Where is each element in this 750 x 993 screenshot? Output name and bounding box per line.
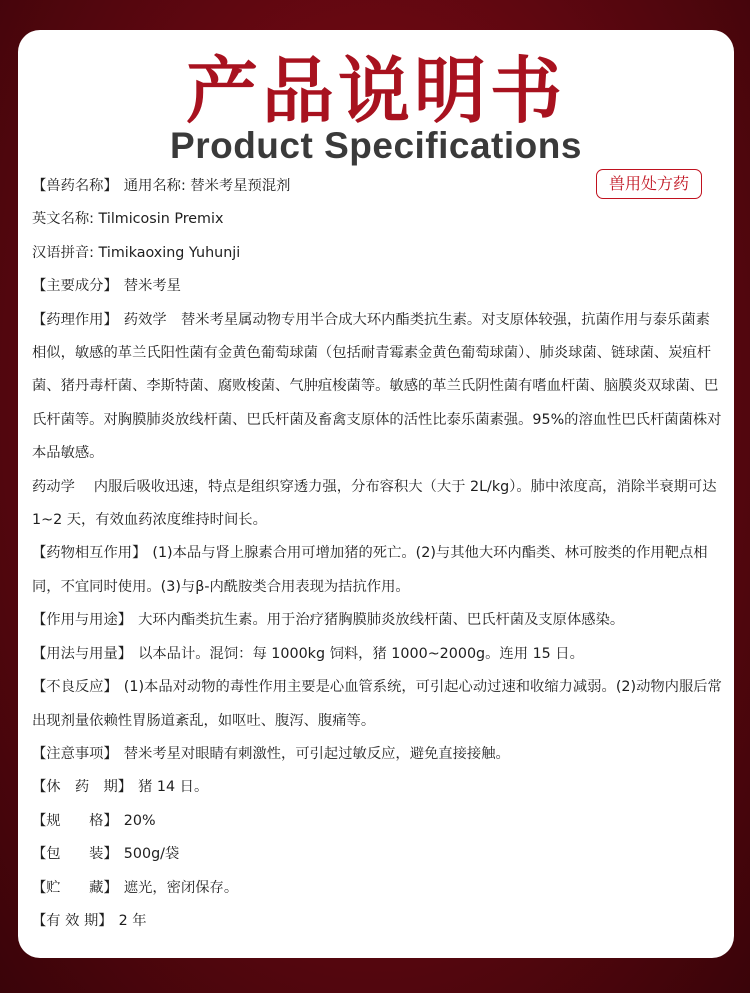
spec-item-specification: [32, 805, 722, 838]
spec-label: 【兽药名称】: [32, 178, 118, 194]
spec-item-pharmacokinetics: [32, 471, 722, 538]
spec-text: 药动学 内服后吸收迅速，特点是组织穿透力强，分布容积大（大于 2L/kg）。肺中浓度高，消除半衰期可达 1~2 天，有效血药浓度维持时间长。: [32, 478, 717, 529]
spec-item-shelf-life: [32, 905, 722, 938]
spec-item-indications: [32, 604, 722, 637]
spec-label: 【贮 藏】: [32, 879, 118, 896]
spec-item-package: [32, 838, 722, 871]
spec-text: 大环内酯类抗生素。用于治疗猪胸膜肺炎放线杆菌、巴氏杆菌及支原体感染。: [138, 612, 625, 629]
spec-text: 猪 14 日。: [138, 779, 209, 796]
spec-label: 【药理作用】: [32, 311, 118, 328]
spec-text: 药效学 替米考星属动物专用半合成大环内酯类抗生素。对支原体较强，抗菌作用与泰乐菌素相似，敏感的革兰氏阳性菌有金黄色葡萄球菌（包括耐青霉素金黄色葡萄球菌）、肺炎球菌、链球菌、炭疽杆菌、猪丹毒杆菌、李斯特菌、腐败梭菌、气肿疽梭菌等。敏感的革兰氏阴性菌有嗜血杆菌、脑膜炎双球菌、巴氏杆菌等。对胸膜肺炎放线杆菌、巴氏杆菌及畜禽支原体的活性比泰乐菌素强。95%的溶血性巴氏杆菌菌株对本品敏感。: [32, 311, 722, 462]
spec-item-ingredient: [32, 270, 722, 303]
spec-item-adverse-reactions: [32, 671, 722, 738]
spec-card: [18, 30, 734, 958]
spec-label: 【规 格】: [32, 812, 118, 829]
spec-text: 以本品计。混饲：每 1000kg 饲料，猪 1000~2000g。连用 15 日。: [138, 645, 584, 662]
spec-label: 【注意事项】: [32, 745, 118, 762]
spec-item-drug-name: [32, 170, 722, 203]
spec-text: 替米考星对眼睛有刺激性，可引起过敏反应，避免直接接触。: [123, 745, 510, 762]
spec-text: (1)本品对动物的毒性作用主要是心血管系统，可引起心动过速和收缩力减弱。(2)动物内服后常出现剂量依赖性胃肠道紊乱，如呕吐、腹泻、腹痛等。: [32, 679, 722, 729]
spec-label: 【不良反应】: [32, 679, 118, 696]
spec-label: 【休 药 期】: [32, 779, 133, 796]
spec-item-pinyin: [32, 237, 722, 270]
spec-text: 2 年: [118, 912, 147, 929]
spec-item-english-name: [32, 203, 722, 236]
spec-text: 替米考星: [123, 278, 181, 295]
spec-item-precautions: [32, 738, 722, 771]
spec-item-dosage: [32, 638, 722, 671]
spec-item-pharmacology: [32, 304, 722, 471]
spec-label: 【作用与用途】: [32, 612, 133, 629]
spec-text: 遮光，密闭保存。: [123, 879, 239, 896]
spec-label: 【主要成分】: [32, 278, 118, 295]
spec-item-interactions: [32, 537, 722, 604]
spec-text: 汉语拼音: Timikaoxing Yuhunji: [32, 244, 241, 261]
spec-text: 500g/袋: [123, 846, 180, 863]
spec-label: 【有 效 期】: [32, 912, 113, 929]
spec-content: [32, 170, 722, 938]
spec-label: 【用法与用量】: [32, 645, 133, 662]
spec-text: 20%: [123, 812, 156, 829]
title-chinese: 产品说明书: [185, 49, 566, 133]
spec-item-withdrawal: [32, 771, 722, 804]
title-english: Product Specifications: [170, 125, 582, 166]
spec-text: (1)本品与肾上腺素合用可增加猪的死亡。(2)与其他大环内酯类、林可胺类的作用靶点相同，不宜同时使用。(3)与β-内酰胺类合用表现为拮抗作用。: [32, 545, 708, 595]
spec-label: 【包 装】: [32, 846, 118, 863]
spec-label: 【药物相互作用】: [32, 545, 147, 562]
prescription-badge: 兽用处方药: [596, 169, 702, 199]
spec-item-storage: [32, 872, 722, 905]
spec-text: 英文名称: Tilmicosin Premix: [32, 211, 224, 228]
spec-text: 通用名称: 替米考星预混剂: [123, 178, 291, 194]
